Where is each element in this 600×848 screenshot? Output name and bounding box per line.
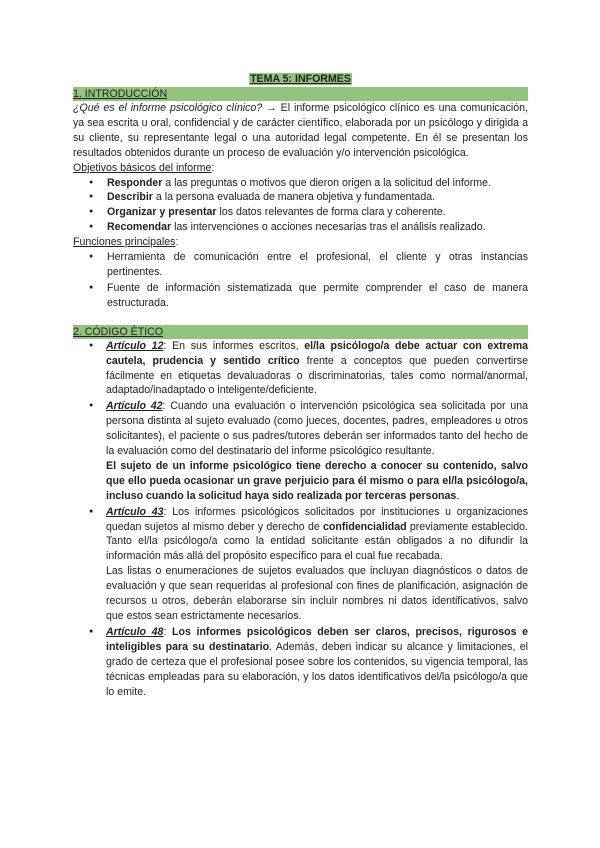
document-title: TEMA 5: INFORMES <box>250 73 351 85</box>
functions-label: Funciones principales: <box>73 236 179 249</box>
article-43: ● Artículo 43: Los informes psicológicos solicitados por instituciones u organizaciones quedan sujetos al mismo deber y derecho de confidencialidad previamente establecido. Tanto el/la psicólogo/a como la entidad solicitante están obligados a no difundir la información más allá del propósito específico para el cual fue recabada. Las listas o enumeraciones de sujetos evaluados que incluyan diagnósticos o datos de evaluación y que sean requeridas al profesional con fines de planificación, asignación de recursos u otros, deberán elaborarse sin incluir nombres ni datos identificativos, salvo que estos sean estrictamente necesarios. <box>73 505 528 624</box>
article-42-bold-paragraph: El sujeto de un informe psicológico tiene derecho a conocer su contenido, salvo que ello pueda ocasionar un grave perjuicio para él mismo o para el/la psicólogo/a, incluso cuando la solicitud haya sido realizada por terceras personas. <box>106 459 528 502</box>
list-item: ● Recomendar las intervenciones o acciones necesarias tras el análisis realizado. <box>73 220 528 235</box>
list-item: ● Herramienta de comunicación entre el profesional, el cliente y otras instancias pertinentes. <box>73 250 528 280</box>
definition-paragraph <box>73 101 528 161</box>
definition-question: ¿Qué es el informe psicológico clínico? <box>73 102 263 114</box>
list-item: ● Fuente de información sistematizada que permite comprender el caso de manera estructurada. <box>73 281 528 311</box>
functions-list <box>73 250 528 311</box>
objectives-list <box>73 176 528 236</box>
articles-list <box>73 339 528 700</box>
definition-text: El informe psicológico clínico es una comunicación, ya sea escrita u oral, confidencial y de carácter científico, elaborada por un psicólogo y dirigida a su cliente, su representante legal o una autoridad legal competente. En él se presentan los resultados obtenidos durante un proceso de evaluación y/o intervención psicológica. <box>73 102 528 159</box>
document-page <box>73 72 528 699</box>
list-item: ● Organizar y presentar los datos relevantes de forma clara y coherente. <box>73 205 528 220</box>
list-item: ● Describir a la persona evaluada de manera objetiva y fundamentada. <box>73 190 528 205</box>
article-42: ● Artículo 42: Cuando una evaluación o intervención psicológica sea solicitada por una persona distinta al sujeto evaluado (como jueces, docentes, padres, empleadores u otros solicitantes), el paciente o sus padres/tutores deberán ser informados tanto del hecho de la evaluación como del destinatario del informe psicológico resultante. El sujeto de un informe psicológico tiene derecho a conocer su contenido, salvo que ello pueda ocasionar un grave perjuicio para él mismo o para el/la psicólogo/a, incluso cuando la solicitud haya sido realizada por terceras personas. <box>73 399 528 503</box>
article-48: ● Artículo 48: Los informes psicológicos deben ser claros, precisos, rigurosos e inteligibles para su destinatario. Además, deben indicar su alcance y limitaciones, el grado de certeza que el profesional posee sobre los contenidos, su vigencia temporal, las técnicas empleadas para su elaboración, y los datos identificativos del/la psicólogo/a que lo emite. <box>73 625 528 700</box>
section-heading-introduccion: 1. INTRODUCCIÓN <box>73 87 528 101</box>
article-43-second-paragraph: Las listas o enumeraciones de sujetos evaluados que incluyan diagnósticos o datos de evaluación y que sean requeridas al profesional con fines de planificación, asignación de recursos u otros, deberán elaborarse sin incluir nombres ni datos identificativos, salvo que estos sean estrictamente necesarios. <box>106 565 528 622</box>
section-heading-codigo-etico: 2. CÓDIGO ÉTICO <box>73 325 528 339</box>
article-12: ● Artículo 12: En sus informes escritos, el/la psicólogo/a debe actuar con extrema cautela, prudencia y sentido crítico frente a conceptos que pueden convertirse fácilmente en etiquetas devaluadoras o discriminatorias, tales como normal/anormal, adaptado/inadaptado o inteligente/deficiente. <box>73 339 528 399</box>
list-item: ● Responder a las preguntas o motivos que dieron origen a la solicitud del informe. <box>73 176 528 191</box>
objectives-label: Objetivos básicos del informe: <box>73 161 215 174</box>
arrow-icon: → <box>266 102 277 114</box>
